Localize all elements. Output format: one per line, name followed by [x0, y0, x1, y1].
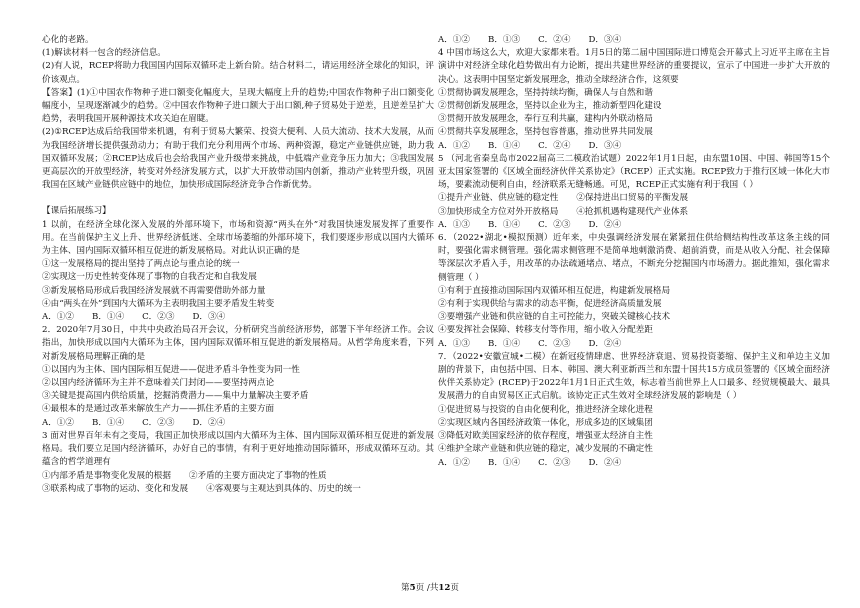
q7-options — [438, 457, 830, 470]
option-a[interactable]: A．①② — [438, 140, 470, 151]
q6-options — [438, 338, 830, 351]
q6-item: ④要发挥社会保障、转移支付等作用，缩小收入分配差距 — [438, 325, 653, 336]
option-d[interactable]: D．③④ — [192, 312, 226, 323]
q6-stem: 6．（2022•湖北•模拟预测）近年来，中央强调经济发展在紧紧扭住供给侧结构性改革这条主线的同时，要强化需求侧管理。强化需求侧管理不是简单地刺激消费、超前消费，而是从收入分配、社会保障等深层次矛盾入手，用改革的办法疏通堵点、堵点，不断充分挖掘国内市场潜力。据此推知，强化需求侧管理（ ） — [438, 233, 830, 283]
option-b[interactable]: B．①④ — [488, 219, 521, 230]
q7-item: ②实现区域内各国经济政策一体化，形成多边的区域集团 — [438, 417, 653, 428]
option-b[interactable]: B．①④ — [92, 312, 125, 323]
option-a[interactable]: A．①② — [42, 417, 74, 428]
option-c[interactable]: C．②④ — [538, 35, 571, 45]
footer-suffix: 页 — [450, 583, 459, 593]
option-c[interactable]: C．②④ — [538, 140, 571, 151]
q2-item: ③关键是提高国内供给质量，挖掘消费潜力——集中力量解决主要矛盾 — [42, 391, 309, 402]
option-b[interactable]: B．①④ — [488, 140, 521, 151]
option-d[interactable]: D．③④ — [588, 140, 622, 151]
option-d[interactable]: D．③④ — [588, 35, 622, 45]
answer-part-1: 【答案】(1)①中国农作物种子进口额变化幅度大，呈现大幅度上升的趋势;中国农作物种子出口额变化幅度小，呈现逐渐减少的趋势。②中国农作物种子进口额大于出口额,种子贸易处于逆差，且逆差呈扩大趋势，表明我国开展种源技术攻关迫在眉睫。 — [42, 87, 434, 125]
option-b[interactable]: B．①④ — [92, 417, 125, 428]
q1-item: ②实现这一历史性转变体现了事物的自我否定和自我发展 — [42, 272, 257, 283]
q1-options — [42, 311, 434, 324]
footer-mid: 页 /共 — [415, 583, 439, 593]
question-part-1: (1)解读材料一包含的经济信息。 — [42, 48, 166, 59]
q1-stem: 1 以前，在经济全球化深入发展的外部环境下，市场和资源“两头在外”对我国快速发展发挥了重要作用。在当前保护主义上升、世界经济低迷、全球市场萎缩的外部环境下，我们要逐步形成以国内大循环为主体、国内国际双循环相互促进的新发展格局。对此认识正确的是 — [42, 219, 434, 257]
q5-stem: 5 （河北省秦皇岛市2022届高三二模政治试题）2022年1月1日起，由东盟10国、中国、韩国等15个亚太国家签署的《区域全面经济伙伴关系协定》（RCEP）正式实施。RCEP致力于推行区域一体化大市场，要素流动便利自由，经济联系无缝畅通。可见，RCEP正式实施有利于我国（ ） — [438, 153, 830, 191]
option-a[interactable]: A．①② — [438, 457, 470, 468]
option-c[interactable]: C．②③ — [538, 338, 571, 349]
passage-end: 心化的老路。 — [42, 35, 94, 45]
q2-item: ②以国内经济循环为主并不意味着关门封闭——要坚持两点论 — [42, 378, 275, 389]
q5-items-row — [438, 206, 830, 219]
q3-item: ①内部矛盾是事物变化发展的根据 — [42, 470, 171, 481]
page-footer — [0, 581, 860, 593]
q2-stem: 2．2020年7月30日，中共中央政治局召开会议，分析研究当前经济形势，部署下半年经济工作。会议指出，加快形成以国内大循环为主体，国内国际双循环相互促进的新发展格局。从哲学角度来看，下列对新发展格局理解正确的是 — [42, 325, 434, 362]
option-c[interactable]: C．②③ — [142, 312, 175, 323]
q3-stem: 3 面对世界百年未有之变局，我国正加快形成以国内大循环为主体、国内国际双循环相互促进的新发展格局。我们要立足国内经济循环，办好自己的事情，有利于更好地推动国际循环，形成双循环互动。其蕴含的哲学道理有 — [42, 430, 434, 468]
q5-item: ②保持进出口贸易的平衡发展 — [576, 193, 689, 204]
q5-items-row — [438, 192, 830, 205]
option-b[interactable]: B．①③ — [488, 35, 521, 45]
section-title: 【课后拓展练习】 — [42, 206, 111, 217]
option-d[interactable]: D．②④ — [588, 338, 622, 349]
q5-item: ④抢抓机遇构建现代产业体系 — [576, 206, 689, 217]
q3-options — [438, 34, 830, 47]
option-c[interactable]: C．②③ — [538, 219, 571, 230]
q1-item: ④由“两头在外”到国内大循环为主表明我国主要矛盾发生转变 — [42, 298, 275, 309]
q2-item: ①以国内为主体、国内国际相互促进——促进矛盾斗争性变为同一性 — [42, 364, 300, 375]
q2-options — [42, 417, 434, 430]
option-b[interactable]: B．①④ — [488, 338, 521, 349]
right-column — [438, 34, 830, 470]
question-part-2: (2)有人说，RCEP将助力我国国内国际双循环走上新台阶。结合材料二，请运用经济全球化的知识，评价该观点。 — [42, 61, 434, 85]
q3-item: ②矛盾的主要方面决定了事物的性质 — [188, 470, 327, 481]
option-a[interactable]: A．①③ — [438, 338, 470, 349]
q6-item: ①有利于直接推动国际国内双循环相互促进，构建新发展格局 — [438, 285, 671, 296]
option-a[interactable]: A．①③ — [438, 219, 470, 230]
q7-item: ④维护全球产业链和供应链的稳定，减少发展的不确定性 — [438, 444, 653, 455]
option-c[interactable]: C．②③ — [142, 417, 175, 428]
q3-items-row — [42, 483, 434, 496]
q6-item: ③要增强产业链和供应链的自主可控能力，突破关键核心技术 — [438, 312, 671, 323]
q7-item: ①促进贸易与投资的自由化便利化，推进经济全球化进程 — [438, 404, 653, 415]
q6-item: ②有利于实现供给与需求的动态平衡，促进经济高质量发展 — [438, 299, 662, 310]
option-d[interactable]: D．②④ — [192, 417, 226, 428]
q7-item: ③降低对欧美国家经济的依存程度，增强亚太经济自主性 — [438, 431, 653, 442]
q1-item: ③新发展格局形成后我国经济发展就不再需要借助外部力量 — [42, 285, 266, 296]
option-a[interactable]: A．①② — [42, 312, 74, 323]
q3-item: ③联系构成了事物的运动、变化和发展 — [42, 483, 189, 494]
q4-options — [438, 140, 830, 153]
spacer — [42, 192, 434, 205]
q7-stem: 7．（2022•安徽宣城•二模）在新冠疫情肆虐、世界经济衰退、贸易投资萎缩、保护主义和单边主义加剧的背景下，由包括中国、日本、韩国、澳大利亚新西兰和东盟十国共15方成员签署的《区域全面经济伙伴关系协定》(RCEP)于2022年1月1日正式生效，标志着当前世界上人口最多、经贸规模最大、最具发展潜力的自由贸易区正式启航。该协定正式生效对全球经济发展的影响是（ ） — [438, 351, 830, 402]
q4-item: ①贯彻协调发展理念，坚持持续均衡，确保人与自然和谐 — [438, 87, 653, 98]
q5-item: ①提升产业链、供应链的稳定性 — [438, 193, 559, 204]
q4-stem: 4 中国市场这么大，欢迎大家都来看。1月5日的第二届中国国际进口博览会开幕式上习近平主席在主旨演讲中对经济全球化趋势做出有力论断，提出共建世界经济的重要提议，宣示了中国进一步扩大开放的决心。这表明中国坚定新发展理念，推动全球经济合作，这须要 — [438, 48, 830, 85]
q3-item: ④客观要与主观达到具体的、历史的统一 — [206, 483, 361, 494]
q5-options — [438, 219, 830, 232]
option-b[interactable]: B．①④ — [488, 457, 521, 468]
q3-items-row — [42, 470, 434, 483]
option-a[interactable]: A．①② — [438, 35, 470, 45]
answer-part-2: (2)①RCEP达成后给我国带来机遇，有利于贸易大繁荣、投资大便利、人员大流动、技术大发展，从而为我国经济增长提供强劲动力；有助于我们充分利用两个市场、两种资源，稳定产业链供应链，助力我国双循环发展；②RCEP达成后也会给我国产业升级带来挑战，中低端产业竞争压力加大；③我国发展更高层次的开放型经济，转变对外经济发展方式，以扩大开放带动国内创新，推动产业转型升级，巩固我国在区域产业链供应链中的地位，加快形成国际经济竞争合作新优势。 — [42, 127, 434, 191]
q4-item: ②贯彻创新发展理念，坚持以企业为主，推动新型四化建设 — [438, 101, 662, 112]
option-c[interactable]: C．②③ — [538, 457, 571, 468]
option-d[interactable]: D．②④ — [588, 219, 622, 230]
q5-item: ③加快形成全方位对外开放格局 — [438, 206, 559, 217]
total-page-count: 12 — [438, 583, 451, 593]
left-column — [42, 34, 434, 496]
current-page-number: 5 — [409, 583, 416, 593]
footer-prefix: 第 — [401, 583, 410, 593]
q2-item: ④最根本的是通过改革来解放生产力——抓住矛盾的主要方面 — [42, 404, 275, 415]
q4-item: ③贯彻开放发展理念，奉行互利共赢，建构内外联动格局 — [438, 114, 653, 125]
q1-item: ①这一发展格局的提出坚持了两点论与重点论的统一 — [42, 259, 240, 270]
q4-item: ④贯彻共享发展理念，坚持包容普惠，推动世界共同发展 — [438, 127, 653, 138]
option-d[interactable]: D．②④ — [588, 457, 622, 468]
